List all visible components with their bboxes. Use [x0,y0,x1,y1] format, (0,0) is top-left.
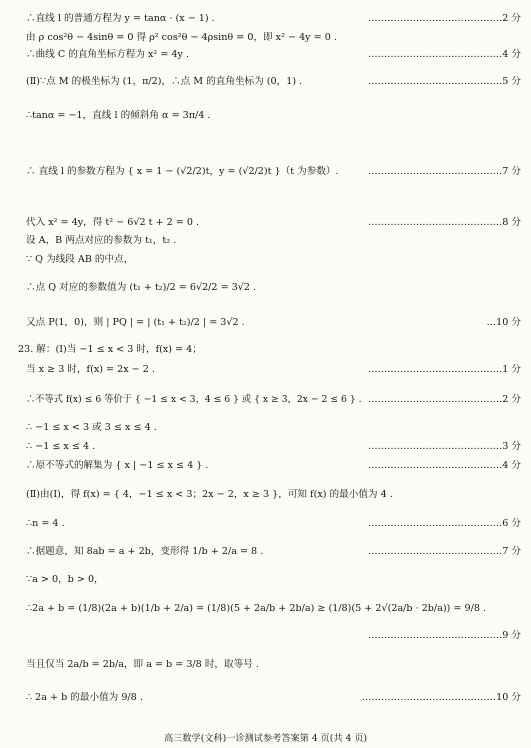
line-text: ∴ 2a + b 的最小值为 9/8 . [26,692,143,703]
score-marker: ……………………………………4 分 [367,460,521,471]
line-text: ∴2a + b = (1/8)(2a + b)(1/b + 2/a) = (1/8)(5 + 2a/b + 2b/a) ≥ (1/8)(5 + 2√(2a/b · 2b/a)) = 9/8 . [26,603,487,614]
line-text: ∴不等式 f(x) ≤ 6 等价于 { −1 ≤ x < 3，4 ≤ 6 } 或 { x ≥ 3，2x − 2 ≤ 6 } . [26,394,362,405]
line-text: 代入 x² = 4y，得 t² − 6√2 t + 2 = 0 . [26,217,200,228]
score-marker: ……………………………………10 分 [361,692,521,703]
score-marker: ……………………………………7 分 [367,166,521,177]
score-marker: ……………………………………4 分 [367,49,521,60]
score-marker: ……………………………………2 分 [367,13,521,24]
line-text: ∵ Q 为线段 AB 的中点， [26,254,134,265]
line-text: 23. 解：(Ⅰ)当 −1 ≤ x < 3 时，f(x) = 4； [18,344,202,355]
score-marker: ……………………………………8 分 [367,217,521,228]
line-text: ∴曲线 C 的直角坐标方程为 x² = 4y . [26,49,190,60]
line-text: (Ⅱ)由(Ⅰ)，得 f(x) = { 4，−1 ≤ x < 3；2x − 2，x ≥ 3 }，可知 f(x) 的最小值为 4 . [26,489,393,500]
line-text: ∴ −1 ≤ x < 3 或 3 ≤ x ≤ 4 . [26,422,157,433]
line-text: 当 x ≥ 3 时，f(x) = 2x − 2 . [26,364,155,375]
score-marker: ……………………………………6 分 [367,518,521,529]
score-marker: ……………………………………9 分 [367,630,521,641]
line-text: ∴原不等式的解集为 { x | −1 ≤ x ≤ 4 } . [26,460,209,471]
line-text: ∴tanα = −1，直线 l 的倾斜角 α = 3π/4 . [26,110,211,121]
line-text: ∴直线 l 的普通方程为 y = tanα · (x − 1) . [26,13,215,24]
score-marker: ……………………………………7 分 [367,546,521,557]
line-text: ∴ −1 ≤ x ≤ 4 . [26,441,96,452]
line-text: ∵a > 0，b > 0， [26,574,104,585]
score-marker: …10 分 [486,317,521,328]
line-text: 设 A，B 两点对应的参数为 t₁，t₂ . [26,235,177,246]
score-marker: ……………………………………1 分 [367,364,521,375]
line-text: 当且仅当 2a/b = 2b/a，即 a = b = 3/8 时，取等号 . [26,659,259,670]
line-text: ∴据题意，知 8ab = a + 2b，变形得 1/b + 2/a = 8 . [26,546,264,557]
line-text: 又点 P(1，0)，则 | PQ | = | (t₁ + t₂)/2 | = 3√2 . [26,317,245,328]
score-marker: ……………………………………3 分 [367,441,521,452]
line-text: ∴点 Q 对应的参数值为 (t₁ + t₂)/2 = 6√2/2 = 3√2 . [26,282,257,293]
page-footer: 高三数学(文科)一诊测试参考答案第 4 页(共 4 页) [163,733,368,744]
line-text: (Ⅱ)∵点 M 的极坐标为 (1，π/2)，∴点 M 的直角坐标为 (0，1) . [26,76,303,87]
score-marker: ……………………………………2 分 [367,394,521,405]
line-text: ∴ 直线 l 的参数方程为 { x = 1 − (√2/2)t，y = (√2/2)t }（t 为参数）. [26,166,339,177]
score-marker: ……………………………………5 分 [367,76,521,87]
line-text: 由 ρ cos²θ − 4sinθ = 0 得 ρ² cos²θ − 4ρsinθ = 0，即 x² − 4y = 0 . [26,32,337,43]
line-text: ∴n = 4 . [26,518,65,529]
